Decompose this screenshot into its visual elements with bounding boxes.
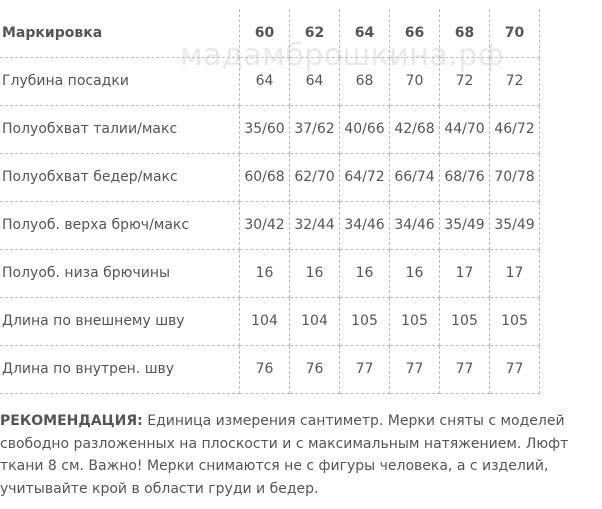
size-table: [0, 9, 540, 394]
table-cell: 60/68: [240, 153, 290, 201]
table-cell: 77: [440, 345, 490, 393]
row-label: Глубина посадки: [0, 57, 240, 105]
row-label: Полуоб. верха брюч/макс: [0, 201, 240, 249]
table-cell: 77: [340, 345, 390, 393]
table-cell: 105: [390, 297, 440, 345]
recommendation-note: [0, 410, 600, 500]
table-cell: 34/46: [340, 201, 390, 249]
table-cell: 17: [440, 249, 490, 297]
header-label: Маркировка: [0, 9, 240, 57]
table-cell: 16: [290, 249, 340, 297]
size-header: 62: [290, 9, 340, 57]
table-cell: 76: [290, 345, 340, 393]
table-cell: 72: [490, 57, 540, 105]
size-header: 68: [440, 9, 490, 57]
table-cell: 104: [240, 297, 290, 345]
table-cell: 64: [240, 57, 290, 105]
table-row: [0, 57, 540, 105]
table-cell: 35/49: [440, 201, 490, 249]
table-cell: 68/76: [440, 153, 490, 201]
table-cell: 62/70: [290, 153, 340, 201]
table-cell: 64/72: [340, 153, 390, 201]
size-header: 60: [240, 9, 290, 57]
table-cell: 35/60: [240, 105, 290, 153]
table-cell: 17: [490, 249, 540, 297]
table-cell: 16: [390, 249, 440, 297]
table-cell: 68: [340, 57, 390, 105]
table-cell: 30/42: [240, 201, 290, 249]
table-cell: 105: [440, 297, 490, 345]
table-cell: 76: [240, 345, 290, 393]
table-cell: 37/62: [290, 105, 340, 153]
size-header: 70: [490, 9, 540, 57]
table-row: [0, 201, 540, 249]
table-cell: 66/74: [390, 153, 440, 201]
table-cell: 70/78: [490, 153, 540, 201]
table-cell: 64: [290, 57, 340, 105]
row-label: Длина по внутрен. шву: [0, 345, 240, 393]
table-header-row: [0, 9, 540, 57]
note-text: Единица измерения сантиметр. Мерки сняты с моделей свободно разложенных на плоскости и с максимальным натяжением. Люфт ткани 8 см. Важно! Мерки снимаются не с фигуры человека, а с изделий, учитывайте крой в области груди и бедер.: [0, 413, 569, 497]
table-cell: 35/49: [490, 201, 540, 249]
size-header: 64: [340, 9, 390, 57]
table-cell: 104: [290, 297, 340, 345]
table-cell: 42/68: [390, 105, 440, 153]
table-cell: 16: [340, 249, 390, 297]
row-label: Длина по внешнему шву: [0, 297, 240, 345]
table-row: [0, 153, 540, 201]
size-header: 66: [390, 9, 440, 57]
table-cell: 77: [390, 345, 440, 393]
table-cell: 105: [340, 297, 390, 345]
table-cell: 32/44: [290, 201, 340, 249]
table-row: [0, 345, 540, 393]
table-cell: 105: [490, 297, 540, 345]
table-cell: 34/46: [390, 201, 440, 249]
table-cell: 72: [440, 57, 490, 105]
note-label: РЕКОМЕНДАЦИЯ:: [0, 413, 143, 429]
row-label: Полуобхват талии/макс: [0, 105, 240, 153]
table-cell: 46/72: [490, 105, 540, 153]
table-row: [0, 249, 540, 297]
row-label: Полуоб. низа брючины: [0, 249, 240, 297]
table-row: [0, 105, 540, 153]
table-cell: 40/66: [340, 105, 390, 153]
table-row: [0, 297, 540, 345]
table-cell: 44/70: [440, 105, 490, 153]
watermark-text: мадамброшкина.рф: [180, 38, 504, 73]
row-label: Полуобхват бедер/макс: [0, 153, 240, 201]
table-cell: 77: [490, 345, 540, 393]
table-cell: 70: [390, 57, 440, 105]
table-cell: 16: [240, 249, 290, 297]
